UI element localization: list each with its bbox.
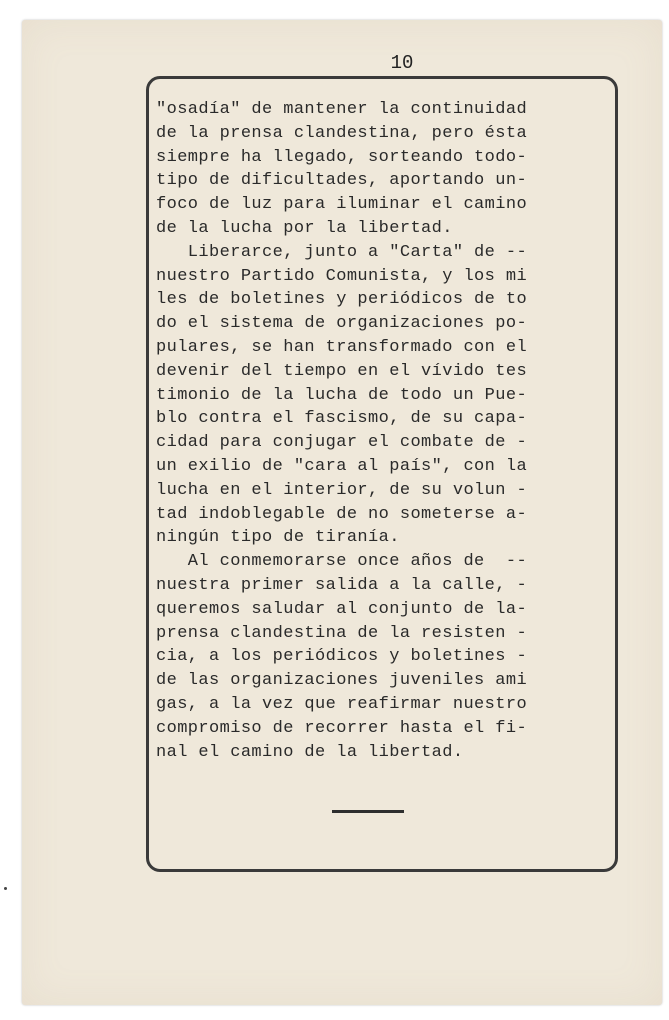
text-line: timonio de la lucha de todo un Pue-	[156, 385, 528, 405]
text-line: tipo de dificultades, aportando un-	[156, 171, 528, 191]
text-line: tad indoblegable de no someterse a-	[156, 504, 528, 524]
text-line: de la lucha por la libertad.	[156, 218, 453, 238]
text-line: cidad para conjugar el combate de -	[156, 433, 528, 453]
text-line: ningún tipo de tiranía.	[156, 528, 400, 548]
text-line: blo contra el fascismo, de su capa-	[156, 409, 528, 429]
text-line: de las organizaciones juveniles ami	[156, 671, 528, 691]
text-line: devenir del tiempo en el vívido tes	[156, 361, 528, 381]
text-line: gas, a la vez que reafirmar nuestro	[156, 694, 528, 714]
text-line: cia, a los periódicos y boletines -	[156, 647, 528, 667]
closing-rule	[332, 810, 404, 813]
text-line: nuestra primer salida a la calle, -	[156, 575, 528, 595]
text-line: compromiso de recorrer hasta el fi-	[156, 718, 528, 738]
dust-speck	[4, 887, 7, 890]
text-line: do el sistema de organizaciones po-	[156, 314, 528, 334]
text-line: prensa clandestina de la resisten -	[156, 623, 528, 643]
body-text	[156, 98, 606, 764]
text-line: pulares, se han transformado con el	[156, 337, 528, 357]
text-line: Liberarce, junto a "Carta" de --	[156, 242, 528, 262]
text-line: queremos saludar al conjunto de la-	[156, 599, 528, 619]
text-line: foco de luz para iluminar el camino	[156, 195, 528, 215]
text-line: un exilio de "cara al país", con la	[156, 456, 528, 476]
text-line: nal el camino de la libertad.	[156, 742, 464, 762]
text-line: Al conmemorarse once años de --	[156, 552, 528, 572]
text-line: de la prensa clandestina, pero ésta	[156, 123, 528, 143]
text-line: siempre ha llegado, sorteando todo-	[156, 147, 528, 167]
page-number: 10	[390, 52, 414, 74]
document-page	[22, 20, 662, 1005]
text-line: "osadía" de mantener la continuidad	[156, 100, 528, 119]
text-line: les de boletines y periódicos de to	[156, 290, 528, 310]
text-line: lucha en el interior, de su volun -	[156, 480, 528, 500]
text-line: nuestro Partido Comunista, y los mi	[156, 266, 528, 286]
